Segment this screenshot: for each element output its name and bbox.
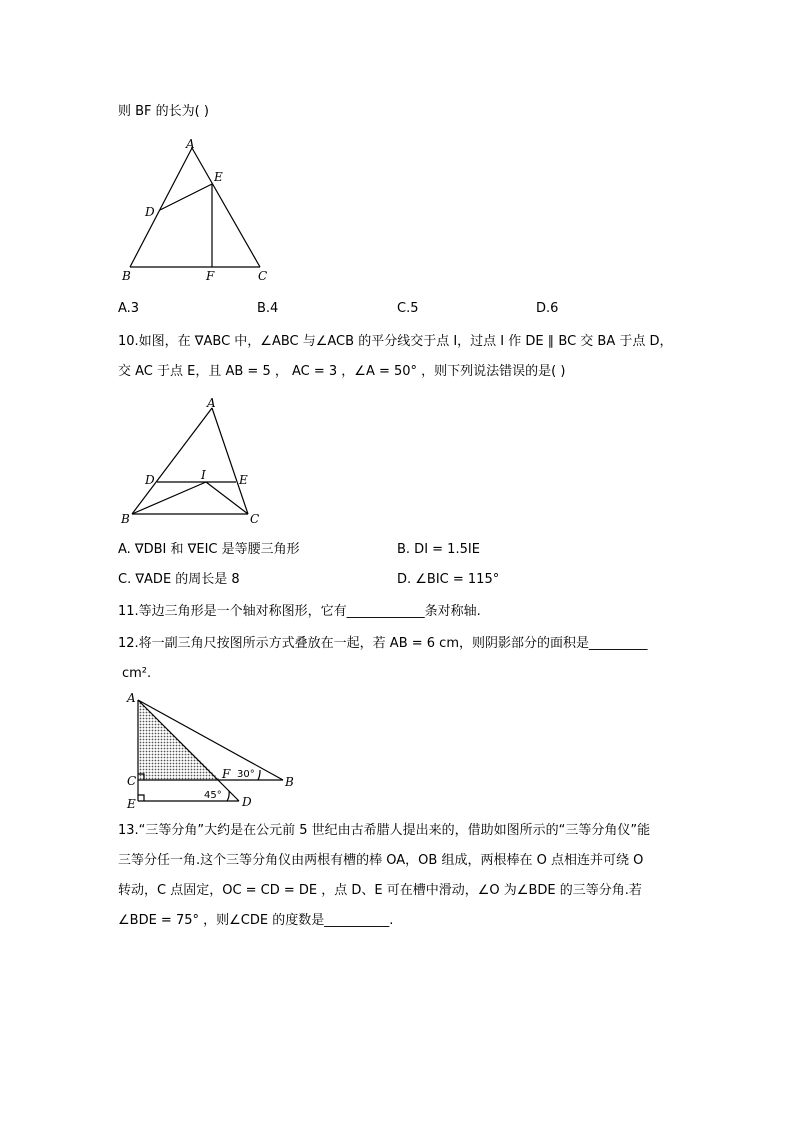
q9-option-a: A.3 xyxy=(118,301,140,316)
q10-option-a: A. ∇DBI 和 ∇EIC 是等腰三角形 xyxy=(118,542,300,557)
q10-option-c: C. ∇ADE 的周长是 8 xyxy=(118,572,240,587)
q12-label-a: A xyxy=(127,691,136,705)
q9-tail: 则 BF 的长为( ) xyxy=(118,104,209,119)
q13-line3: 转动，C 点固定，OC = CD = DE ，点 D、E 可在槽中滑动，∠O 为∠BDE 的三等分角.若 xyxy=(118,883,642,898)
q12-line1: 12.将一副三角尺按图所示方式叠放在一起，若 AB = 6 cm，则阴影部分的面积是_________ xyxy=(118,636,648,651)
q12-label-e: E xyxy=(127,797,136,810)
q13-line1: 13.“三等分角”大约是在公元前 5 世纪由古希腊人提出来的，借助如图所示的“三等分角仪”能 xyxy=(118,823,651,838)
q10-option-b: B. DI = 1.5IE xyxy=(397,542,480,557)
q12-label-f: F xyxy=(222,767,231,781)
q10-line2: 交 AC 于点 E，且 AB = 5 ， AC = 3 ，∠A = 50° ，则下列说法错误的是( ) xyxy=(118,364,566,379)
q9-figure xyxy=(112,134,282,284)
q10-figure xyxy=(112,392,272,532)
q10-label-a: A xyxy=(207,396,216,410)
q12-right-angle-e xyxy=(138,795,144,801)
q13-line2: 三等分任一角.这个三等分角仪由两根有槽的棒 OA，OB 组成，两根棒在 O 点相连并可绕 O xyxy=(118,853,644,868)
q9-option-d: D.6 xyxy=(536,301,559,316)
q10-option-d: D. ∠BIC = 115° xyxy=(397,572,500,587)
q10-label-c: C xyxy=(250,512,260,526)
q9-label-c: C xyxy=(258,269,268,283)
q10-segment-bi xyxy=(132,482,206,514)
q12-line2: cm². xyxy=(122,666,152,681)
q12-angle-arc-30 xyxy=(258,770,260,780)
q11-text: 11.等边三角形是一个轴对称图形，它有____________条对称轴. xyxy=(118,604,481,619)
q12-figure xyxy=(118,690,308,810)
q9-edge-ab xyxy=(130,148,192,267)
q9-edge-ac xyxy=(192,148,260,267)
q12-label-c: C xyxy=(127,774,137,788)
q12-angle-30-label: 30° xyxy=(237,769,255,780)
q10-line1: 10.如图，在 ∇ABC 中，∠ABC 与∠ACB 的平分线交于点 I，过点 I 作 DE ∥ BC 交 BA 于点 D， xyxy=(118,334,673,349)
q9-label-a: A xyxy=(186,137,195,151)
q10-label-e: E xyxy=(239,473,248,487)
q9-label-b: B xyxy=(122,269,131,283)
q10-edge-ac xyxy=(212,408,248,514)
q9-option-b: B.4 xyxy=(257,301,279,316)
q9-segment-de xyxy=(160,184,212,210)
q12-angle-arc-45 xyxy=(227,791,229,801)
q9-label-e: E xyxy=(214,170,223,184)
q12-angle-45-label: 45° xyxy=(204,790,222,801)
q10-label-b: B xyxy=(121,512,130,526)
q10-label-d: D xyxy=(145,473,155,487)
q9-label-d: D xyxy=(145,205,155,219)
q9-label-f: F xyxy=(206,269,215,283)
q12-label-d: D xyxy=(242,795,252,809)
q10-label-i: I xyxy=(201,468,206,482)
q9-option-c: C.5 xyxy=(397,301,419,316)
q10-edge-ab xyxy=(132,408,212,514)
q13-line4: ∠BDE = 75° ，则∠CDE 的度数是__________. xyxy=(118,913,394,928)
q12-label-b: B xyxy=(285,775,294,789)
